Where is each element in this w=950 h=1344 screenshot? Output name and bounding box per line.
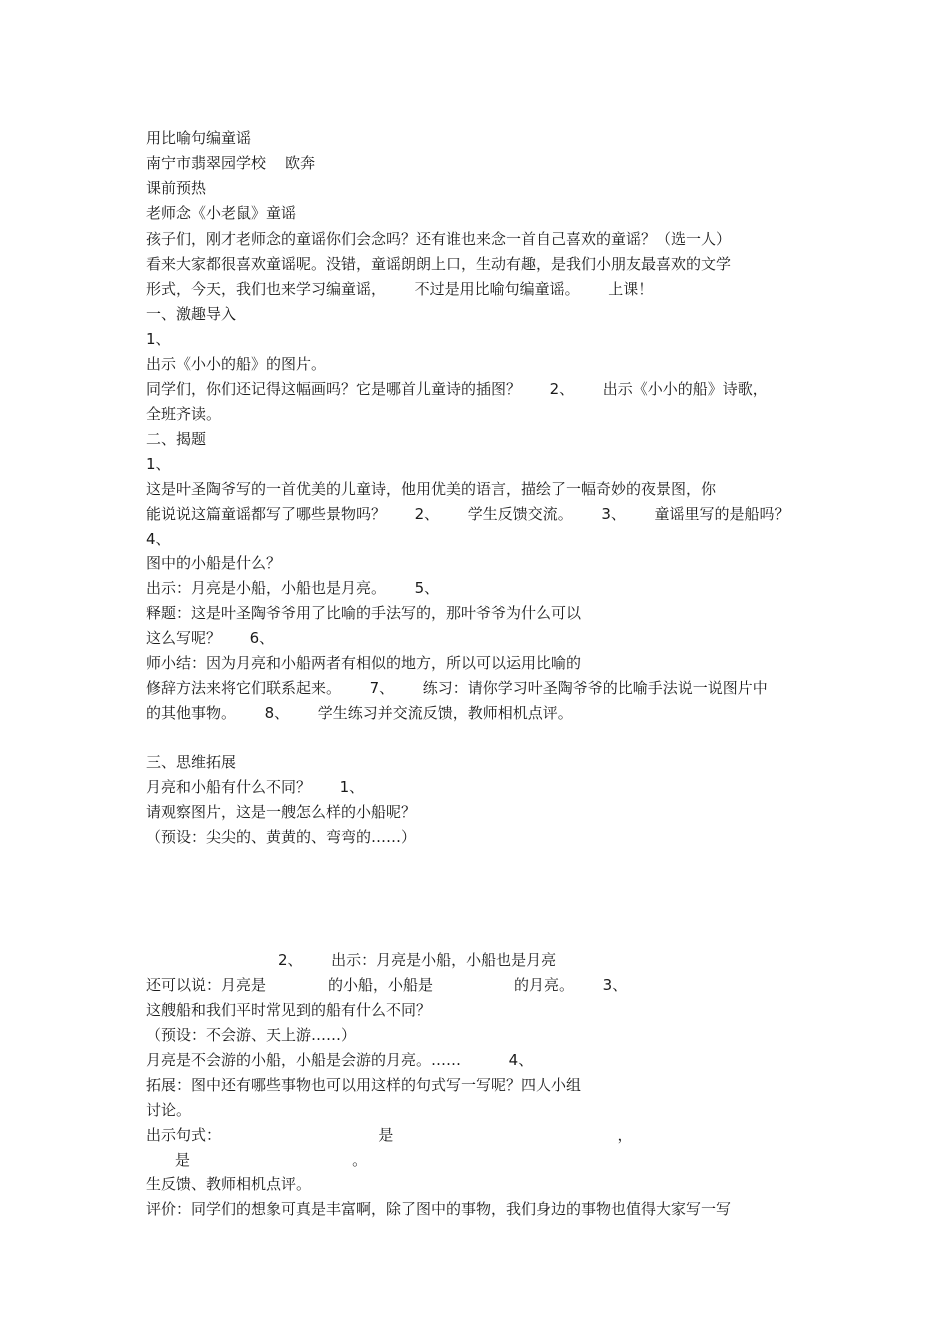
text-line: 修辞方法来将它们联系起来。 7、 练习：请你学习叶圣陶爷爷的比喻手法说一说图片中 xyxy=(146,679,768,697)
text-line: 评价：同学们的想象可真是丰富啊，除了图中的事物，我们身边的事物也值得大家写一写 xyxy=(146,1200,732,1218)
text-line: 出示《小小的船》的图片。 xyxy=(146,355,327,373)
text-line: 图中的小船是什么？ xyxy=(146,554,282,572)
text-line: 的其他事物。 8、 学生练习并交流反馈，教师相机点评。 xyxy=(146,704,573,722)
text-line: 师小结：因为月亮和小船两者有相似的地方，所以可以运用比喻的 xyxy=(146,654,582,672)
text-line: 1、 xyxy=(146,455,171,473)
text-line: 拓展：图中还有哪些事物也可以用这样的句式写一写呢？四人小组 xyxy=(146,1076,582,1094)
text-line: 形式，今天，我们也来学习编童谣， 不过是用比喻句编童谣。 上课！ xyxy=(146,280,654,298)
text-line: 4、 xyxy=(146,530,171,548)
text-line: （预设：不会游、天上游……） xyxy=(146,1026,357,1044)
text-line: 孩子们，刚才老师念的童谣你们会念吗？还有谁也来念一首自己喜欢的童谣？（选一人） xyxy=(146,230,732,248)
text-line: 出示：月亮是小船，小船也是月亮。 5、 xyxy=(146,579,440,597)
text-line: （预设：尖尖的、黄黄的、弯弯的……） xyxy=(146,828,417,846)
text-line: 这艘船和我们平时常见到的船有什么不同？ xyxy=(146,1001,432,1019)
text-line: 2、 出示：月亮是小船，小船也是月亮 xyxy=(278,951,557,969)
text-line: 月亮和小船有什么不同？ 1、 xyxy=(146,778,365,796)
text-line: 出示句式： 是 ， xyxy=(146,1126,633,1144)
text-line: 全班齐读。 xyxy=(146,405,222,423)
text-line: 能说说这篇童谣都写了哪些景物吗？ 2、 学生反馈交流。 3、 童谣里写的是船吗？ xyxy=(146,505,790,523)
text-line: 释题：这是叶圣陶爷爷用了比喻的手法写的，那叶爷爷为什么可以 xyxy=(146,604,582,622)
section-heading: 一、激趣导入 xyxy=(146,305,237,323)
text-line: 老师念《小老鼠》童谣 xyxy=(146,204,297,222)
text-line: 看来大家都很喜欢童谣呢。没错，童谣朗朗上口，生动有趣，是我们小朋友最喜欢的文学 xyxy=(146,255,732,273)
text-line: 这么写呢？ 6、 xyxy=(146,629,275,647)
text-line: 1、 xyxy=(146,330,171,348)
section-heading: 课前预热 xyxy=(146,179,207,197)
text-line: 是 。 xyxy=(175,1151,368,1169)
text-line: 还可以说：月亮是 的小船，小船是 的月亮。 3、 xyxy=(146,976,628,994)
doc-author: 南宁市翡翠园学校 欧奔 xyxy=(146,154,316,172)
text-line: 月亮是不会游的小船，小船是会游的月亮。…… 4、 xyxy=(146,1051,534,1069)
section-heading: 二、揭题 xyxy=(146,430,207,448)
text-line: 这是叶圣陶爷写的一首优美的儿童诗，他用优美的语言，描绘了一幅奇妙的夜景图，你 xyxy=(146,480,717,498)
text-line: 生反馈、教师相机点评。 xyxy=(146,1175,312,1193)
text-line: 请观察图片，这是一艘怎么样的小船呢？ xyxy=(146,803,417,821)
text-line: 同学们，你们还记得这幅画吗？它是哪首儿童诗的插图？ 2、 出示《小小的船》诗歌， xyxy=(146,380,768,398)
text-line: 讨论。 xyxy=(146,1101,192,1119)
section-heading: 三、思维拓展 xyxy=(146,753,237,771)
doc-title: 用比喻句编童谣 xyxy=(146,129,252,147)
